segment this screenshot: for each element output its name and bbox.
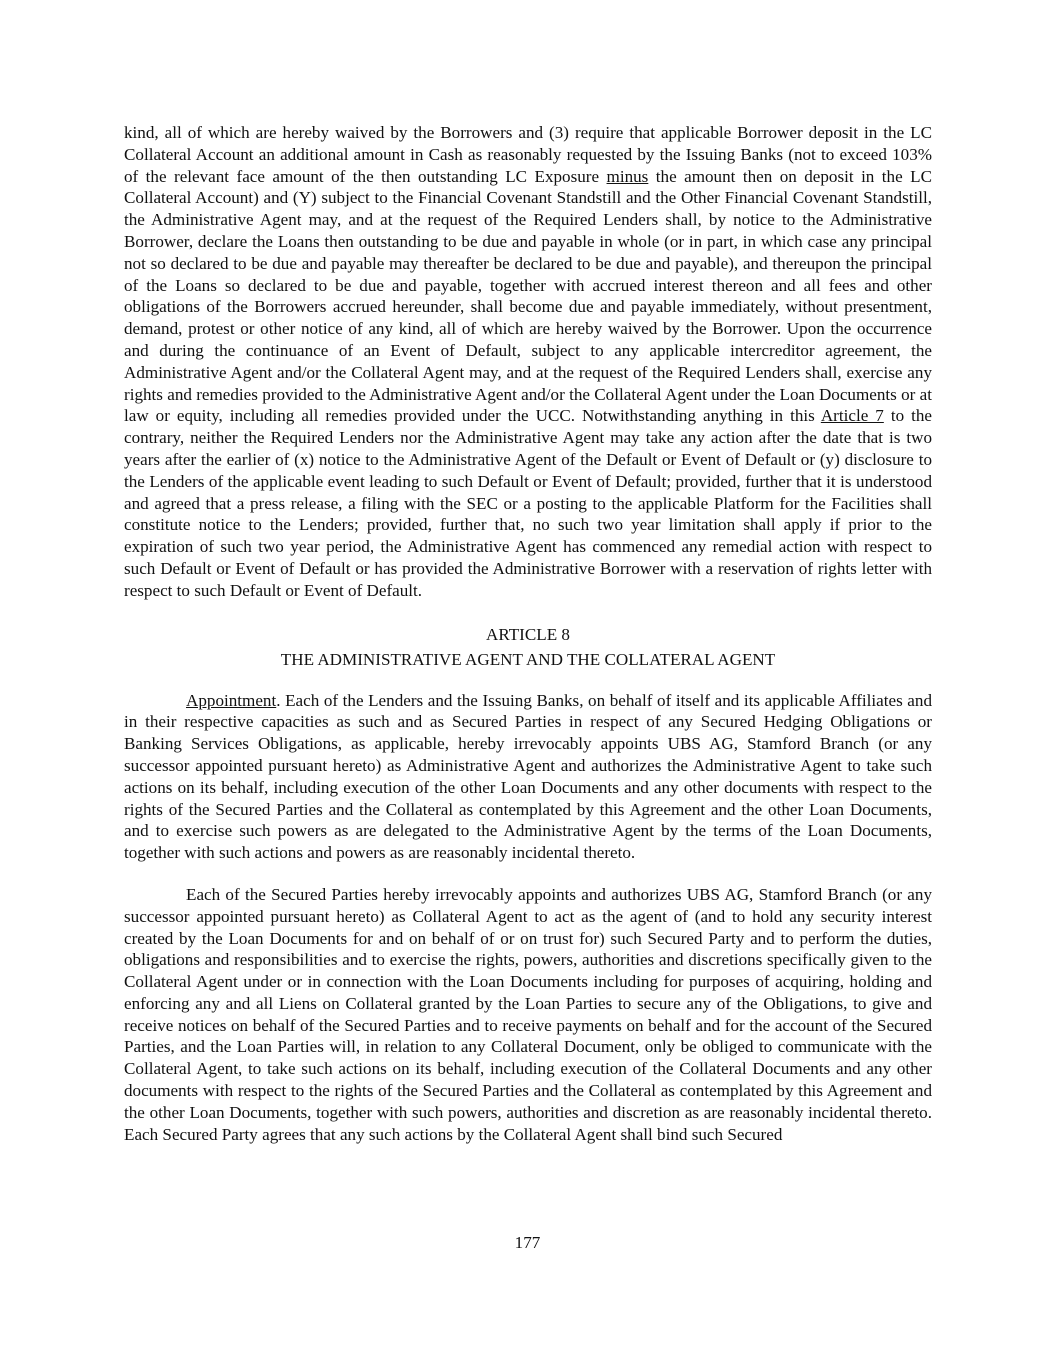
article-number: ARTICLE 8 <box>486 624 570 644</box>
document-page <box>124 122 932 1145</box>
article-title: THE ADMINISTRATIVE AGENT AND THE COLLATERAL AGENT <box>280 649 776 669</box>
appointment-paragraph <box>124 690 932 864</box>
article-7-reference[interactable]: Article 7 <box>820 406 884 426</box>
minus-term: minus <box>606 166 649 186</box>
continuation-text-c: to the contrary, neither the Required Lenders nor the Administrative Agent may take any action after the date that is two years after the earlier of (x) notice to the Administrative Agent of the Default or Event of Default or (y) disclosure to the Lenders of the applicable event leading to such Default or Event of Default; provided, further that it is understood and agreed that a press release, a filing with the SEC or a posting to the applicable Platform for the Facilities shall constitute notice to the Lenders; provided, further that, no such two year limitation shall apply if prior to the expiration of such two year period, the Administrative Agent has commenced any remedial action with respect to such Default or Event of Default or has provided the Administrative Borrower with a reservation of rights letter with respect to such Default or Event of Default. <box>124 406 932 600</box>
secured-parties-paragraph <box>124 884 932 1146</box>
continuation-text-a: kind, all of which are hereby waived by the Borrowers and (3) require that applicable Borrower deposit in the LC Collateral Account an additional amount in Cash as reasonably requested by the Issuing Banks (not to exceed 103% of the relevant face amount of the then outstanding LC Exposure <box>124 123 932 186</box>
page-number: 177 <box>514 1233 541 1252</box>
continuation-text-b: the amount then on deposit in the LC Collateral Account) and (Y) subject to the Financial Covenant Standstill and the Other Financial Covenant Standstill, the Administrative Agent may, and at the request of the Required Lenders shall, by notice to the Administrative Borrower, declare the Loans then outstanding to be due and payable in whole (or in part, in which case any principal not so declared to be due and payable may thereafter be declared to be due and payable), and thereupon the principal of the Loans so declared to be due and payable, together with accrued interest thereon and all fees and other obligations of the Borrowers accrued hereunder, shall become due and payable immediately, without presentment, demand, protest or other notice of any kind, all of which are hereby waived by the Borrower. Upon the occurrence and during the continuance of an Event of Default, subject to any applicable intercreditor agreement, the Administrative Agent and/or the Collateral Agent may, and at the request of the Required Lenders shall, exercise any rights and remedies provided to the Administrative Agent and/or the Collateral Agent under the Loan Documents or at law or equity, including all remedies provided under the UCC. Notwithstanding anything in this <box>124 166 932 426</box>
secured-parties-text: Each of the Secured Parties hereby irrevocably appoints and authorizes UBS AG, Stamford Branch (or any successor appointed pursuant hereto) as Collateral Agent to act as the agent of (and to hold any security interest created by the Loan Documents for and on behalf of or on trust for) such Secured Party and to perform the duties, obligations and responsibilities and to exercise the rights, powers, authorities and discretions specifically given to the Collateral Agent under or in connection with the Loan Documents including for purposes of acquiring, holding and enforcing any and all Liens on Collateral granted by the Loan Parties to secure any of the Obligations, to give and receive notices on behalf of the Secured Parties and to receive payments on behalf and for the account of the Secured Parties, and the Loan Parties will, in relation to any Collateral Document, only be obliged to communicate with the Collateral Agent, to take such actions on its behalf, including execution of the Collateral Documents and any other documents with respect to the rights of the Secured Parties and the Collateral as contemplated by this Agreement and the other Loan Documents, together with such powers, authorities and discretion as are reasonably incidental thereto. Each Secured Party agrees that any such actions by the Collateral Agent shall bind such Secured <box>124 884 932 1144</box>
appointment-caption: Appointment <box>186 690 277 710</box>
appointment-text: . Each of the Lenders and the Issuing Banks, on behalf of itself and its applicable Affiliates and in their respective capacities as such and as Secured Parties in respect of any Secured Hedging Obligations or Banking Services Obligations, as applicable, hereby irrevocably appoints UBS AG, Stamford Branch (or any successor appointed pursuant hereto) as Administrative Agent and authorizes the Administrative Agent to take such actions on its behalf, including execution of the other Loan Documents and any other documents with respect to the rights of the Secured Parties and the Collateral as contemplated by this Agreement and the other Loan Documents, and to exercise such powers as are delegated to the Administrative Agent by the terms of the Loan Documents, together with such actions and powers as are reasonably incidental thereto. <box>124 690 932 863</box>
continuation-paragraph <box>124 122 932 602</box>
